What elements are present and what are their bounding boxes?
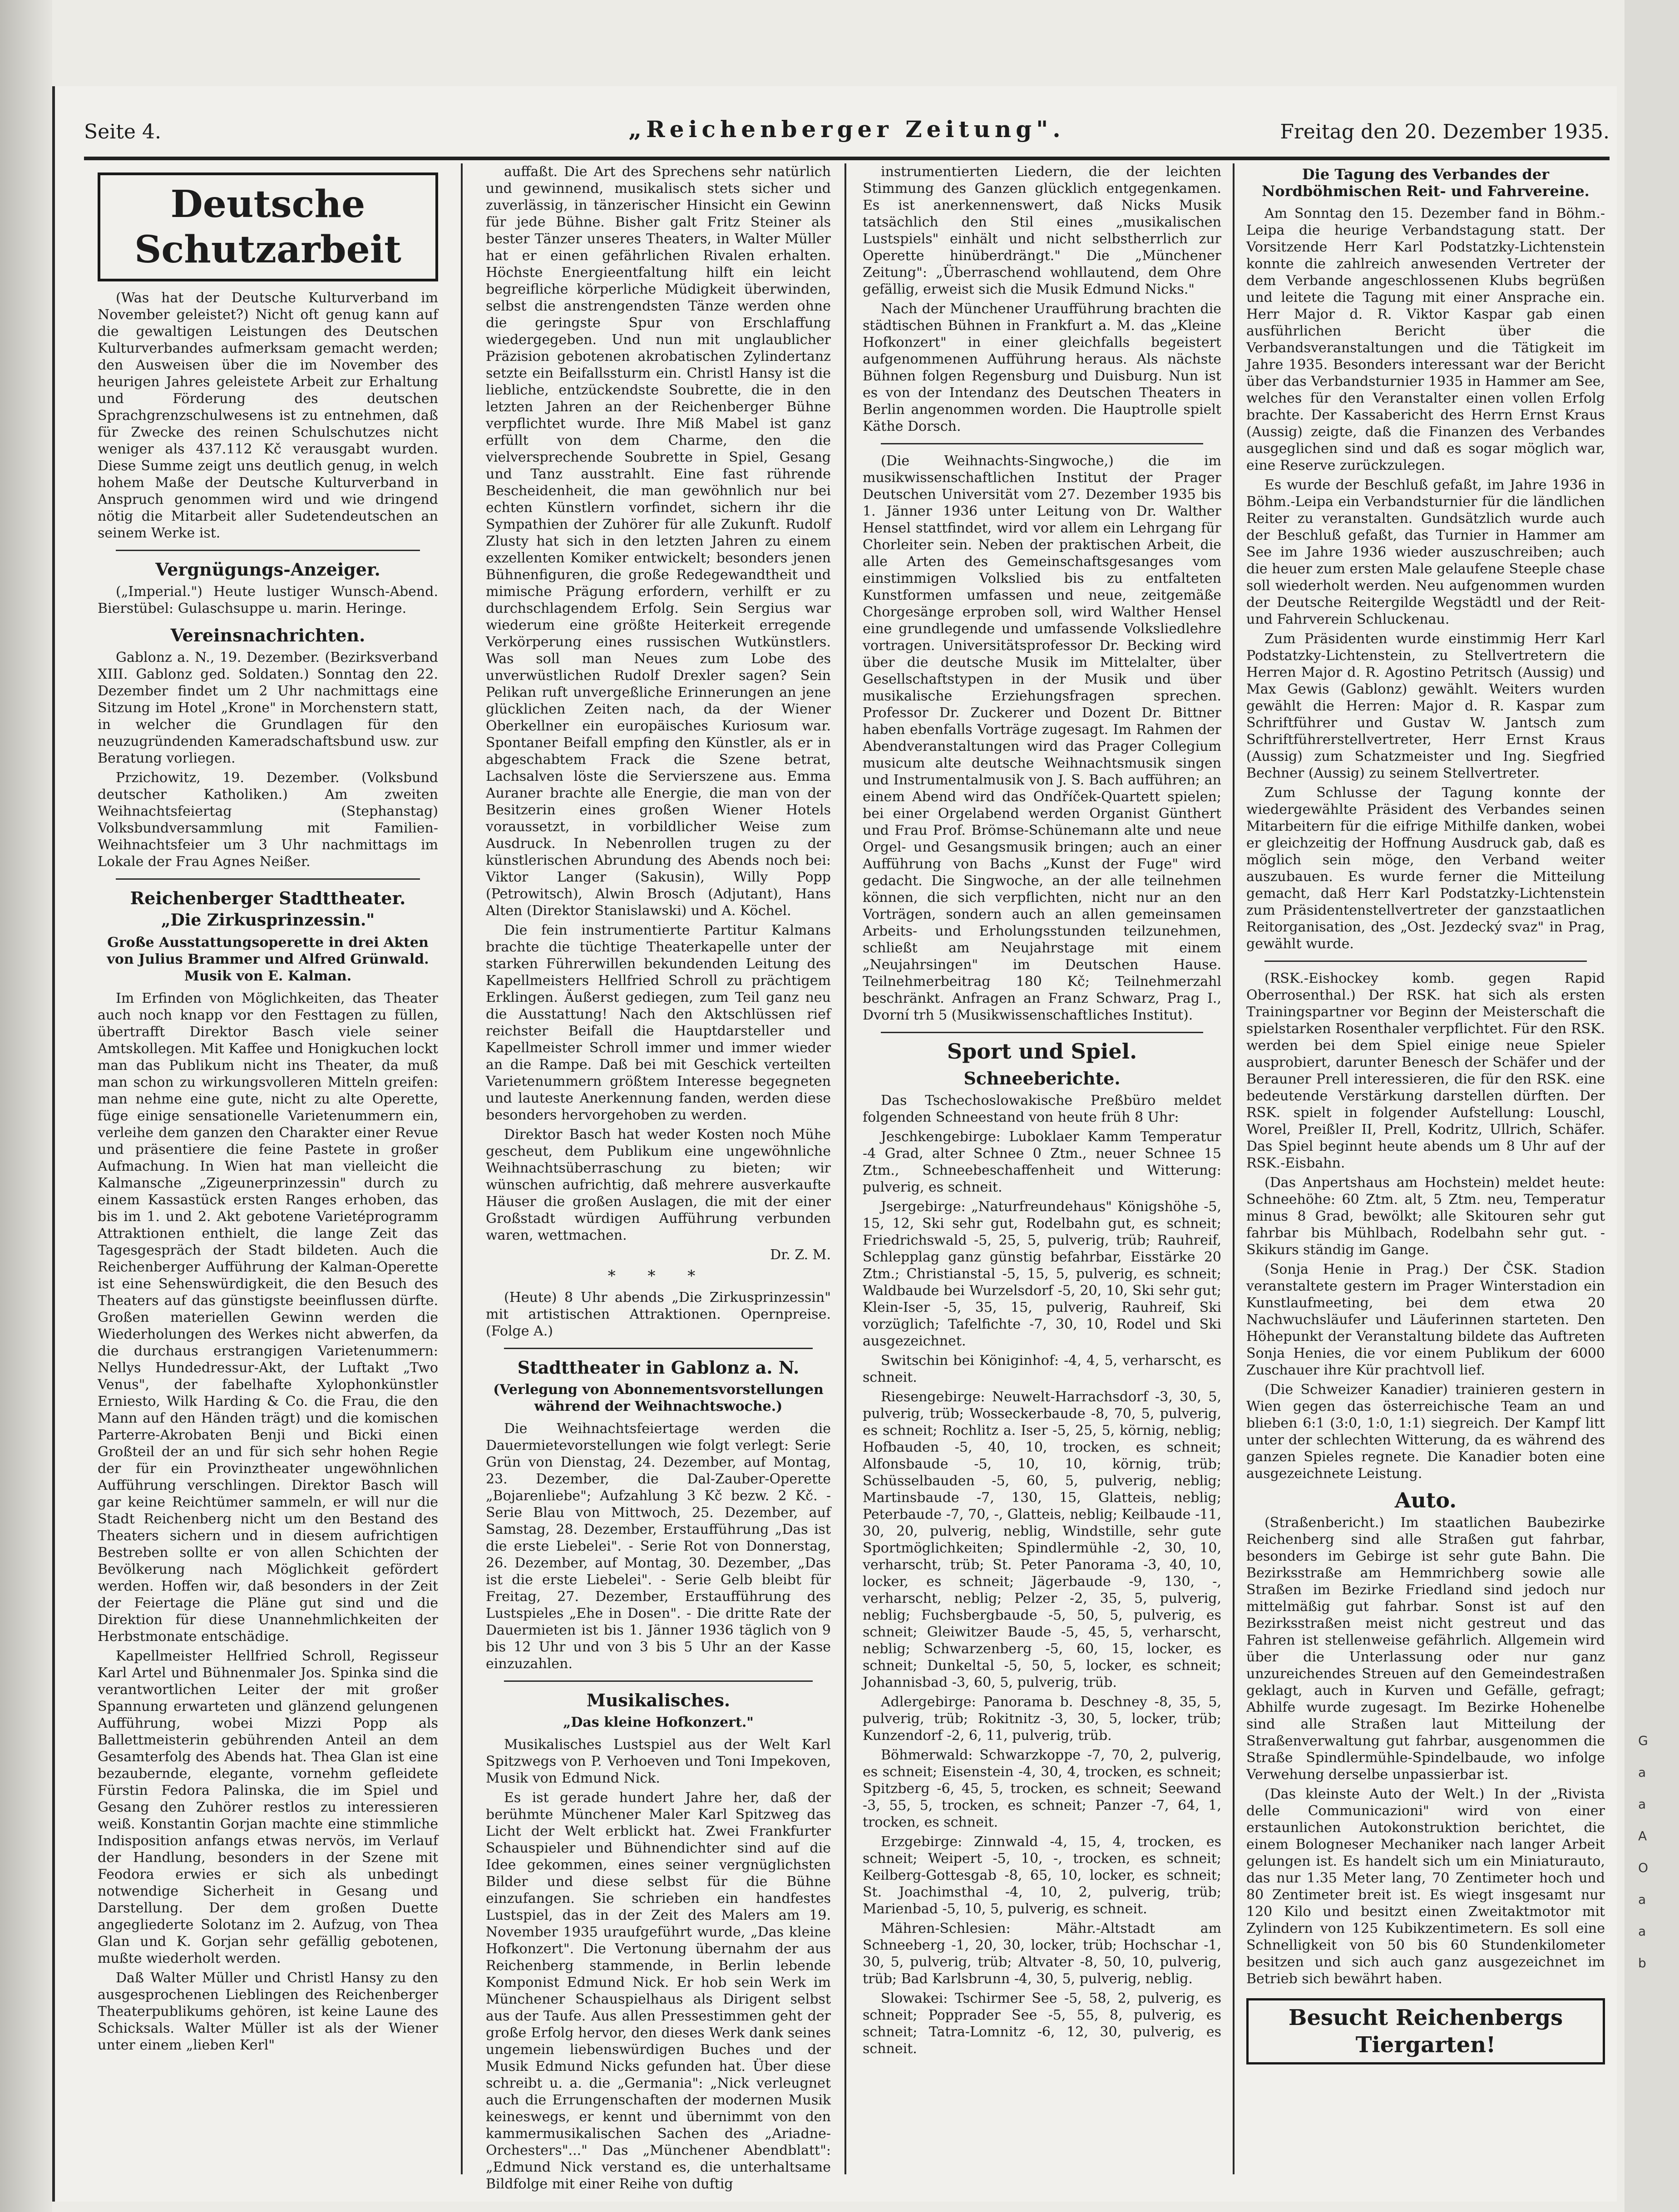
article-text: Die Weihnachtsfeiertage werden die Dauermietevorstellungen wie folgt verlegt: Serie Grün von Dienstag, 24. Dezember, auf Montag, 23. Dezember, die Dal-Zauber-Operette „Bojarenliebe"; Aufzahlung 3 Kč bezw. 2 Kč. - Serie Blau von Mittwoch, 25. Dezember, auf Samstag, 28. Dezember, Erstaufführung „Das ist die erste Liebelei". - Serie Rot von Donnerstag, 26. Dezember, auf Montag, 30. Dezember, „Das ist die erste Liebelei". - Serie Gelb bleibt für Freitag, 27. Dezember, Erstaufführung des Lustspieles „Ehe in Dosen". - Die dritte Rate der Dauermieten ist bis 1. Jänner 1936 täglich von 9 bis 12 Uhr und von 3 bis 5 Uhr an der Kasse einzuzahlen.: [486, 1421, 831, 1672]
snow-report: Switschin bei Königinhof: -4, 4, 5, verharscht, es schneit.: [863, 1353, 1221, 1385]
masthead-schutzarbeit: Deutsche Schutzarbeit: [98, 172, 438, 281]
snow-report: Adlergebirge: Panorama b. Deschney -8, 35, 5, pulverig, trüb; Rokitnitz -3, 30, 5, locker, trüb; Kunzendorf -2, 6, 11, pulverig, trüb.: [863, 1694, 1221, 1744]
article-text: Am Sonntag den 15. Dezember fand in Böhm.-Leipa die heurige Verbandstagung statt. Der Vorsitzende Herr Karl Podstatzky-Lichtenstein konnte die zahlreich anwesenden Vertreter der dem Verbande angeschlossenen Klubs begrüßen und leitete die Tagung mit einer Ansprache ein. Herr Major d. R. Viktor Kaspar gab einen ausführlichen Bericht über die Verbandsveranstaltungen und die Tätigkeit im Jahre 1935. Besonders interessant war der Bericht über das Verbandsturnier 1935 in Hammer am See, welches für den Veranstalter einen vollen Erfolg brachte. Der Kassabericht des Herrn Ernst Kraus (Aussig) zeigte, daß die Finanzen des Verbandes ausgeglichen sind und daß es sogar möglich war, eine Reserve zurückzulegen.: [1246, 206, 1605, 473]
margin-fragment: G: [1638, 1733, 1648, 1748]
article-text: Im Erfinden von Möglichkeiten, das Theater auch noch knapp vor den Festtagen zu füllen, übertrafft Direktor Basch viele seiner Amtskollegen. Mit Kaffee und Honigkuchen lockt man das Publikum nicht ins Theater, da muß man schon zu wirkungsvolleren Mitteln greifen: man nehme eine gute, nicht zu alte Operette, füge einige sensationelle Varietenummern ein, verleihe dem ganzen den Charakter einer Revue und präsentiere die feine Pastete in großer Aufmachung. In Wien hat man vielleicht die Kalmansche „Zigeunerprinzessin" durch zu einem Kassastück ersten Ranges erhoben, das bis im 1. und 2. Akt gebotene Varietéprogramm Attraktionen enthielt, die lange Zeit das Tagesgespräch der Stadt bildeten. Auch die Reichenberger Aufführung der Kalman-Operette ist eine Sehenswürdigkeit, die den Besuch des Theaters auf das günstigste beeinflussen dürfte. Großen materiellen Gewinn werden die Wiederholungen des Werkes nicht abwerfen, da die durchaus erstrangigen Varietenummern: Nellys Hundedressur-Akt, der Luftakt „Two Venus", der fabelhafte Xylophonkünstler Erniesto, Wilk Harding & Co. die Frau, die den Mann auf den Händen trägt) und die komischen Parterre-Akrobaten Benji und Bicki einen Großteil der an und für sich sehr hohen Regie der für ein Provinztheater ungewöhnlichen Aufführung verschlingen. Direktor Basch will gar keine Reichtümer sammeln, er will nur die Stadt Reichenberg nicht um den Bestand des Theaters sichern und in diesem aufrichtigen Bestreben sollte er von allen Schichten der Bevölkerung nach Möglichkeit gefördert werden. Hoffen wir, daß besonders in der Zeit der Feiertage die Pläne gut sind und die Direktion für diese Unannehmlichkeiten der Herbstmonate entschädige.: [98, 990, 438, 1645]
article-lead: Das Tschechoslowakische Preßbüro meldet folgenden Schneestand von heute früh 8 Uhr:: [863, 1093, 1221, 1125]
section-heading: Die Tagung des Verbandes der Nordböhmischen Reit- und Fahrvereine.: [1262, 166, 1590, 200]
margin-fragment: a: [1638, 1765, 1646, 1780]
section-subheading: Schneeberichte.: [963, 1068, 1121, 1089]
section-subheading: (Verlegung von Abonnementsvorstellungen während der Weihnachtswoche.): [493, 1382, 824, 1414]
play-subtitle: Große Ausstattungsoperette in drei Akten von Julius Brammer und Alfred Grünwald. Musik von E. Kalman.: [107, 935, 429, 984]
scan-edge-left: [0, 0, 52, 2212]
article-text: Kapellmeister Hellfried Schroll, Regisseur Karl Artel und Bühnenmaler Jos. Spinka sind die verantwortlichen Leiter der mit großer Spannung erwarteten und glänzend gelungenen Aufführung, wobei Mizzi Popp als Ballettmeisterin gebührenden Anteil an dem Gesamterfolg des Abends hat. Thea Glan ist eine bezaubernde, elegante, vornehm gefleidete Fürstin Fedora Palinska, die im Spiel und Gesang den Zuhörer restlos zu interessieren weiß. Konstantin Gorjan machte eine stimmliche Indisposition anfangs etwas nervös, im Verlauf der Handlung, besonders in der Szene mit Feodora erwies er sich als unbedingt notwendige Sicherheit in Gesang und Darstellung. Der dem großen Duette angegliederte Solotanz im 2. Aufzug, von Thea Glan und K. Gorjan sehr gefällig gebotenen, mußte wiederholt werden.: [98, 1648, 438, 1966]
snow-report: Riesengebirge: Neuwelt-Harrachsdorf -3, 30, 5, pulverig, trüb; Wosseckerbaude -8, 70, 5, pulverig, es schneit; Rochlitz a. Iser -5, 25, 5, körnig, neblig; Hofbauden -5, 40, 10, trocken, es schneit; Alfonsbaude -5, 10, 10, körnig, trüb; Schüsselbauden -5, 60, 5, pulverig, neblig; Martinsbaude -7, 130, 15, Glatteis, neblig; Peterbaude -7, 70, -, Glatteis, neblig; Keilbaude -11, 30, 20, pulverig, neblig, Windstille, sehr gute Sportmöglichkeiten; Spindlermühle -2, 30, 10, verharscht, trüb; St. Peter Panorama -3, 40, 10, locker, es schneit; Jägerbaude -9, 130, -, verharscht, neblig; Pelzer -2, 35, 5, pulverig, neblig; Fuchsbergbaude -5, 50, 5, pulverig, es schneit; Gleiwitzer Baude -5, 45, 5, verharscht, neblig; Schwarzenberg -5, 60, 15, locker, es schneit; Dunkeltal -5, 50, 5, locker, es schneit; Johannisbad -3, 60, 5, pulverig, trüb.: [863, 1389, 1221, 1690]
section-divider: [116, 878, 420, 880]
article-text: (Heute) 8 Uhr abends „Die Zirkusprinzessin" mit artistischen Attraktionen. Opernpreise. (Folge A.): [486, 1290, 831, 1339]
section-heading: Reichenberger Stadttheater.: [130, 888, 406, 908]
advertisement-tiergarten: Besucht Reichenbergs Tiergarten!: [1246, 1998, 1605, 2064]
article-text: (Was hat der Deutsche Kulturverband im November geleistet?) Nicht oft genug kann auf die gewaltigen Leistungen des Deutschen Kulturverbandes aufmerksam gemacht werden; den Ausweisen über die im November des heurigen Jahres geleistete Arbeit zur Erhaltung und Förderung des deutschen Sprachgrenzschulwesens ist zu entnehmen, daß für Zwecke des reinen Schulschutzes nicht weniger als 437.112 Kč verausgabt wurden. Diese Summe zeigt uns deutlich genug, in welch hohem Maße der Deutsche Kulturverband in Anspruch genommen wird und wie dringend nötig die Mitarbeit aller Sudetendeutschen an seinem Werke ist.: [98, 290, 438, 541]
section-heading: Sport und Spiel.: [947, 1039, 1137, 1064]
section-heading: Auto.: [1394, 1488, 1457, 1512]
section-heading: Vereinsnachrichten.: [170, 625, 365, 645]
page-number: Seite 4.: [84, 120, 161, 143]
column-4: [1246, 163, 1605, 2179]
column-3: [863, 163, 1221, 2179]
section-heading: Musikalisches.: [586, 1690, 731, 1710]
section-heading: Stadttheater in Gablonz a. N.: [517, 1357, 800, 1378]
article-text: (Das kleinste Auto der Welt.) In der „Rivista delle Communicazioni" wird von einer erstaunlichen Autokonstruktion berichtet, die einem Bologneser Mechaniker nach langer Arbeit gelungen ist. Es handelt sich um ein Miniaturauto, das nur 1.35 Meter lang, 70 Zentimeter hoch und 80 Zentimeter breit ist. Es wiegt insgesamt nur 120 Kilo und besitzt einen Zweitaktmotor mit Zylindern von 125 Kubikzentimetern. Es soll eine Schnelligkeit von 50 bis 60 Stundenkilometer besitzen und sich auch ganz ausgezeichnet im Betrieb sich bewährt haben.: [1246, 1786, 1605, 1987]
article-text: (Straßenbericht.) Im staatlichen Baubezirke Reichenberg sind alle Straßen gut fahrbar, besonders im Gebirge ist sehr gute Bahn. Die Bezirksstraße am Hemmrichberg sowie alle Straßen im Bezirke Friedland sind jedoch nur mittelmäßig gut fahrbar. Sonst ist auf den Bezirksstraßen meist nicht gestreut und das Fahren ist stellenweise gefährlich. Allgemein wird über die Unterlassung oder nur ganz unzureichendes Streuen auf den Gemeindestraßen geklagt, auch in Kurven und Gefälle, gefragt; Abhilfe wurde zugesagt. Im Bezirke Hohenelbe sind alle Straßen laut Mitteilung der Straßenverwaltung gut fahrbar, ausgenommen die Straße Spindlermühle-Spindelbaude, wo infolge Verwehung derselbe unpassierbar ist.: [1246, 1515, 1605, 1783]
column-rule: [1233, 163, 1235, 2174]
article-text: Przichowitz, 19. Dezember. (Volksbund deutscher Katholiken.) Am zweiten Weihnachtsfeiertag (Stephanstag) Volksbundversammlung mit Familien-Weihnachtsfeier um 3 Uhr nachmittags im Lokale der Frau Agnes Neißer.: [98, 770, 438, 870]
margin-fragment: a: [1638, 1924, 1646, 1939]
issue-date: Freitag den 20. Dezember 1935.: [1280, 120, 1610, 143]
article-text: Daß Walter Müller und Christl Hansy zu den ausgesprochenen Lieblingen des Reichenberger Theaterpublikums gehören, ist keine Laune des Schicksals. Walter Müller ist als der Wiener unter einem „lieben Kerl": [98, 1970, 438, 2053]
snow-report: Erzgebirge: Zinnwald -4, 15, 4, trocken, es schneit; Weipert -5, 10, -, trocken, es schneit; Keilberg-Gottesgab -8, 65, 10, locker, es schneit; St. Joachimsthal -4, 10, 2, pulverig, trüb; Marienbad -5, 10, 5, pulverig, es schneit.: [863, 1834, 1221, 1917]
snow-report: Jsergebirge: „Naturfreundehaus" Königshöhe -5, 15, 12, Ski sehr gut, Rodelbahn gut, es schneit; Friedrichswald -5, 25, 5, pulverig, trüb; Rauhreif, Schlepplag ganz günstig befahrbar, Eisstärke 20 Ztm.; Christianstal -5, 15, 5, pulverig, es schneit; Waldbaude bei Wurzelsdorf -5, 20, 10, Ski sehr gut; Klein-Iser -5, 35, 15, pulverig, Rauhreif, Ski vorzüglich; Tafelfichte -7, 30, 10, Rodel und Ski ausgezeichnet.: [863, 1199, 1221, 1349]
margin-fragment: a: [1638, 1797, 1646, 1812]
article-lead: Musikalisches Lustspiel aus der Welt Karl Spitzwegs von P. Verhoeven und Toni Impekoven, Musik von Edmund Nick.: [486, 1737, 831, 1786]
margin-fragment: b: [1638, 1956, 1646, 1971]
margin-fragment: a: [1638, 1892, 1646, 1907]
margin-fragment: A: [1638, 1828, 1647, 1843]
play-title: „Die Zirkusprinzessin.": [161, 911, 375, 930]
article-text: (Die Schweizer Kanadier) trainieren gestern in Wien gegen das österreichische Team an und blieben 6:1 (3:0, 1:0, 1:1) siegreich. Der Kampf litt unter der schlechten Witterung, da es während des ganzen Spieles regnete. Die Kanadier boten eine ausgezeichnete Leistung.: [1246, 1382, 1605, 1482]
section-stars: * * *: [607, 1267, 709, 1285]
article-text: instrumentierten Liedern, die der leichten Stimmung des Ganzen glücklich entgegenkamen. Es ist anerkennenswert, daß Nicks Musik tatsächlich den Stil eines „musikalischen Lustspiels" einhält und nicht selbstherrlich zur Operette hinüberdrängt." Die „Münchener Zeitung": „Überraschend wohllautend, dem Ohre gefällig, erweist sich die Musik Edmund Nicks.": [863, 164, 1221, 297]
article-text: (Das Anpertshaus am Hochstein) meldet heute: Schneehöhe: 60 Ztm. alt, 5 Ztm. neu, Temperatur minus 8 Grad, bewölkt; alle Skitouren sehr gut fahrbar bis Mühlbach, Rodelbahn sehr gut. - Skikurs ständig im Gange.: [1246, 1175, 1605, 1258]
section-divider: [116, 550, 420, 551]
article-text: (Die Weihnachts-Singwoche,) die im musikwissenschaftlichen Institut der Prager Deutschen Universität vom 27. Dezember 1935 bis 1. Jänner 1936 unter Leitung von Dr. Walther Hensel stattfindet, wird vor allem ein Lehrgang für Chorleiter sein. Neben der praktischen Arbeit, die alle Arten des Gemeinschaftsgesanges vom einstimmigen Volkslied bis zu entfalteten Kunstformen umfassen und neue, zeitgemäße Chorgesänge erproben soll, wird Walther Hensel eine grundlegende und umfassende Volksliedlehre vortragen. Universitätsprofessor Dr. Becking wird über die deutsche Musik im Mittelalter, über Gesellschaftstypen in der Musik und über musikalische Erziehungsfragen sprechen. Professor Dr. Zuckerer und Dozent Dr. Bittner haben ebenfalls Vorträge zugesagt. Im Rahmen der Abendveranstaltungen wird das Prager Collegium musicum alte deutsche Weihnachtsmusik singen und Instrumentalmusik von J. S. Bach aufführen; an einem Abend wird das Ondříček-Quartett spielen; bei einer Orgelabend werden Organist Günthert und Frau Prof. Brömse-Schünemann alte und neue Orgel- und Gesangsmusik bringen; auch an einer Aufführung von Bachs „Kunst der Fuge" wird gedacht. Die Singwoche, an der alle teilnehmen können, die sich verpflichten, nicht nur an den Vorträgen, sondern auch an allen gemeinsamen Arbeits- und Erholungsstunden teilzunehmen, schließt am Neujahrstage mit einem „Neujahrsingen" im Deutschen Hause. Teilnehmerbeitrag 180 Kč; Teilnehmerzahl beschränkt. Anfragen an Franz Schwarz, Prag I., Dvorní trh 5 (Musikwissenschaftliches Institut).: [863, 453, 1221, 1023]
section-divider: [881, 443, 1203, 444]
article-text: (RSK.-Eishockey komb. gegen Rapid Oberrosenthal.) Der RSK. hat sich als ersten Trainingspartner vor Beginn der Meisterschaft die spielstarken Rosenthaler verpflichtet. Für den RSK. werden bei dem Spiel einige neue Spieler ausprobiert, darunter Benesch der Schäfer und der Berauner Prell interessieren, die für den RSK. eine bedeutende Verstärkung darstellen dürften. Der RSK. spielt in folgender Aufstellung: Louschl, Worel, Preißler II, Prell, Kodritz, Ullrich, Schäfer. Das Spiel beginnt heute abends um 8 Uhr auf der RSK.-Eisbahn.: [1246, 971, 1605, 1171]
column-2: [486, 163, 831, 2192]
page-header: [84, 116, 1610, 160]
section-divider: [504, 1680, 813, 1682]
margin-fragments: [1638, 1725, 1648, 1979]
article-text: („Imperial.") Heute lustiger Wunsch-Abend. Bierstübel: Gulaschsuppe u. marin. Heringe.: [98, 584, 438, 616]
scan-edge-right: [1625, 0, 1679, 2212]
article-text: Zum Präsidenten wurde einstimmig Herr Karl Podstatzky-Lichtenstein, zu Stellvertretern die Herren Major d. R. Agostino Petritsch (Aussig) und Max Gewis (Gablonz) gewählt. Weiters wurden gewählt die Herren: Major d. R. Kaspar zum Schriftführer und Gustav W. Jantsch zum Schriftführerstellvertreter, Herr Ernst Kraus (Aussig) zum Schatzmeister und Ing. Siegfried Bechner (Aussig) zu seinem Stellvertreter.: [1246, 631, 1605, 781]
snow-report: Mähren-Schlesien: Mähr.-Altstadt am Schneeberg -1, 20, 30, locker, trüb; Hochschar -1, 30, 5, pulverig, trüb; Altvater -8, 50, 10, pulverig, trüb; Bad Karlsbrunn -4, 30, 5, pulverig, neblig.: [863, 1921, 1221, 1987]
section-heading: Vergnügungs-Anzeiger.: [155, 559, 380, 580]
article-text: Nach der Münchener Uraufführung brachten die städtischen Bühnen in Frankfurt a. M. das „Kleine Hofkonzert" in einer gleichfalls begeistert aufgenommenen Aufführung heraus. Als nächste Bühnen folgen Regensburg und Duisburg. Nun ist es von der Intendanz des Deutschen Theaters in Berlin angenommen worden. Die Hauptrolle spielt Käthe Dorsch.: [863, 301, 1221, 434]
column-rule: [844, 163, 846, 2174]
article-text: Direktor Basch hat weder Kosten noch Mühe gescheut, dem Publikum eine ungewöhnliche Weihnachtsüberraschung zu bieten; wir wünschen aufrichtig, daß mehrere ausverkaufte Häuser die großen Auslagen, die mit der einer Großstadt würdigen Aufführung verbunden waren, wettmachen.: [486, 1127, 831, 1243]
author-signature: Dr. Z. M.: [770, 1247, 831, 1263]
section-divider: [504, 1348, 813, 1349]
section-divider: [881, 1032, 1203, 1033]
snow-report: Böhmerwald: Schwarzkoppe -7, 70, 2, pulverig, es schneit; Eisenstein -4, 30, 4, trocken, es schneit; Spitzberg -6, 45, 5, trocken, es schneit; Seewand -3, 55, 5, trocken, es schneit; Panzer -7, 64, 1, trocken, es schneit.: [863, 1747, 1221, 1830]
column-1: [98, 163, 438, 2179]
article-text: Gablonz a. N., 19. Dezember. (Bezirksverband XIII. Gablonz ged. Soldaten.) Sonntag den 22. Dezember findet um 2 Uhr nachmittags eine Sitzung im Hotel „Krone" in Morchenstern statt, in welcher die Grundlagen für den neuzugründenden Kameradschaftsbund usw. zur Beratung vorliegen.: [98, 650, 438, 766]
snow-report: Slowakei: Tschirmer See -5, 58, 2, pulverig, es schneit; Popprader See -5, 55, 8, pulverig, es schneit; Tatra-Lomnitz -6, 12, 30, pulverig, es schneit.: [863, 1990, 1221, 2057]
article-text: (Sonja Henie in Prag.) Der ČSK. Stadion veranstaltete gestern im Prager Winterstadion ein Kunstlaufmeeting, bei dem etwa 20 Nachwuchsläufer und Läuferinnen starteten. Den Höhepunkt der Veranstaltung bildete das Auftreten Sonja Henies, die vor einem Publikum der 6000 Zuschauer ihre Kür prachtvoll lief.: [1246, 1261, 1605, 1378]
article-text: Die fein instrumentierte Partitur Kalmans brachte die tüchtige Theaterkapelle unter der starken Führerwillen bekundenden Leitung des Kapellmeisters Hellfried Schroll zu prächtigem Erklingen. Äußerst gediegen, zum Teil ganz neu die Ausstattung! Nach den Aktschlüssen rief reichster Beifall die Hauptdarsteller und Kapellmeister Schroll immer und immer wieder an die Rampe. Daß bei mit Geschick verteilten Varietenummern größtem Interesse begegneten und lauteste Anerkennung fanden, werden diese besonders hervorgehoben zu werden.: [486, 922, 831, 1123]
article-text: Zum Schlusse der Tagung konnte der wiedergewählte Präsident des Verbandes seinen Mitarbeitern für die eifrige Mithilfe danken, wobei er gleichzeitig der Hoffnung Ausdruck gab, daß es möglich sein möge, den Verband weiter auszubauen. Es wurde ferner die Mitteilung gemacht, daß Herr Karl Podstatzky-Lichtenstein zum Präsidentenstellvertreter der ganzstaatlichen Reitorganisation, des „Ost. Jezdecký svaz" in Prag, gewählt wurde.: [1246, 785, 1605, 952]
article-text: Es ist gerade hundert Jahre her, daß der berühmte Münchener Maler Karl Spitzweg das Licht der Welt erblickt hat. Zwei Frankfurter Schauspieler und Bühnendichter sind auf die Idee gekommen, eines seiner vergnüglichsten Bilder und diese selbst für die Bühne einzufangen. Sie schrieben ein handfestes Lustspiel, das in der Zeit des Malers am 19. November 1935 uraufgeführt wurde, „Das kleine Hofkonzert". Die Vertonung übernahm der aus Reichenberg stammende, in Berlin lebende Komponist Edmund Nick. Er hob sein Werk im Münchener Schauspielhaus als Dirigent selbst aus der Taufe. Aus allen Pressestimmen geht der große Erfolg hervor, den dieses Werk dank seines ungemein liebenswürdigen Buches und der Musik Edmund Nicks gefunden hat. Über diese schreibt u. a. die „Germania": „Nick verleugnet auch die Errungenschaften der modernen Musik keineswegs, er kennt und übernimmt von den kammermusikalischen Sachen des „Ariadne-Orchesters"..." Das „Münchener Abendblatt": „Edmund Nick verstand es, die unterhaltsame Bildfolge mit einer Reihe von duftig: [486, 1790, 831, 2192]
article-text: auffaßt. Die Art des Sprechens sehr natürlich und gewinnend, musikalisch stets sicher und zuverlässig, in tänzerischer Hinsicht ein Gewinn für jede Bühne. Bisher galt Fritz Steiner als bester Tänzer unseres Theaters, in Walter Müller hat er einen gefährlichen Rivalen erhalten. Höchste Energieentfaltung hilft ein leicht begreifliche körperliche Müdigkeit überwinden, selbst die anstrengendsten Tänze werden ohne die geringste Spur von Erschlaffung wiedergegeben. Und nun mit unglaublicher Präzision gebotenen akrobatischen Zylindertanz setzte ein Beifallssturm ein. Christl Hansy ist die liebliche, entzückendste Soubrette, die in den letzten Jahren an der Reichenberger Bühne verpflichtet wurde. Ihre Miß Mabel ist ganz erfüllt von dem Charme, den die vielversprechende Soubrette in Spiel, Gesang und Tanz ausstrahlt. Eine fast rührende Bescheidenheit, die man gewöhnlich nur bei echten Künstlern vorfindet, sichern ihr die Sympathien der Zuhörer für alle Zukunft. Rudolf Zlusty hat sich in den letzten Jahren zu einem exzellenten Komiker entwickelt; besonders jenen Bühnenfiguren, die große Redegewandtheit und mimische Prägung erfordern, verhilft er zu durchschlagendem Erfolg. Sein Sergius war wiederum eine größte Heiterkeit erregende Verkörperung eines russischen Wutkünstlers. Was soll man Neues zum Lobe des unverwüstlichen Rudolf Drexler sagen? Sein Pelikan ruft unvergeßliche Erinnerungen an jene glücklichen Zeiten nach, da der Wiener Oberkellner ein europäisches Kuriosum war. Spontaner Beifall empfing den Künstler, als er in abgeschabtem Frack die Szene betrat, Lachsalven löste die Servierszene aus. Emma Auraner brachte alle Energie, die man von der Besitzerin eines großen Wiener Hotels voraussetzt, in vorbildlicher Weise zum Ausdruck. In Nebenrollen trugen zu der künstlerischen Abrundung des Abends noch bei: Viktor Langer (Sakusin), Willy Popp (Petrowitsch), Alwin Brosch (Adjutant), Hans Alten (Direktor Stanislawski) und A. Köchel.: [486, 164, 831, 919]
section-subheading: „Das kleine Hofkonzert.": [563, 1714, 754, 1730]
margin-fragment: O: [1638, 1860, 1649, 1875]
section-divider: [1264, 961, 1587, 962]
snow-report: Jeschkengebirge: Luboklaer Kamm Temperatur -4 Grad, alter Schnee 0 Ztm., neuer Schnee 15 Ztm., Schneebeschaffenheit und Witterung: pulverig, es schneit.: [863, 1129, 1221, 1195]
column-rule: [461, 163, 463, 2174]
article-text: Es wurde der Beschluß gefaßt, im Jahre 1936 in Böhm.-Leipa ein Verbandsturnier für die ländlichen Reiter zu veranstalten. Gundsätzlich wurde auch der Beschluß gefaßt, das Turnier in Hammer am See im Jahre 1936 wieder auszuschreiben; auch die heuer zum ersten Male gelaufene Steeple chase soll wiederholt werden. Neu aufgenommen wurden der Deutsche Reitergilde Wegstädtl und der Reit- und Fahrverein Schluckenau.: [1246, 477, 1605, 627]
newspaper-title: „Reichenberger Zeitung".: [628, 116, 1065, 143]
